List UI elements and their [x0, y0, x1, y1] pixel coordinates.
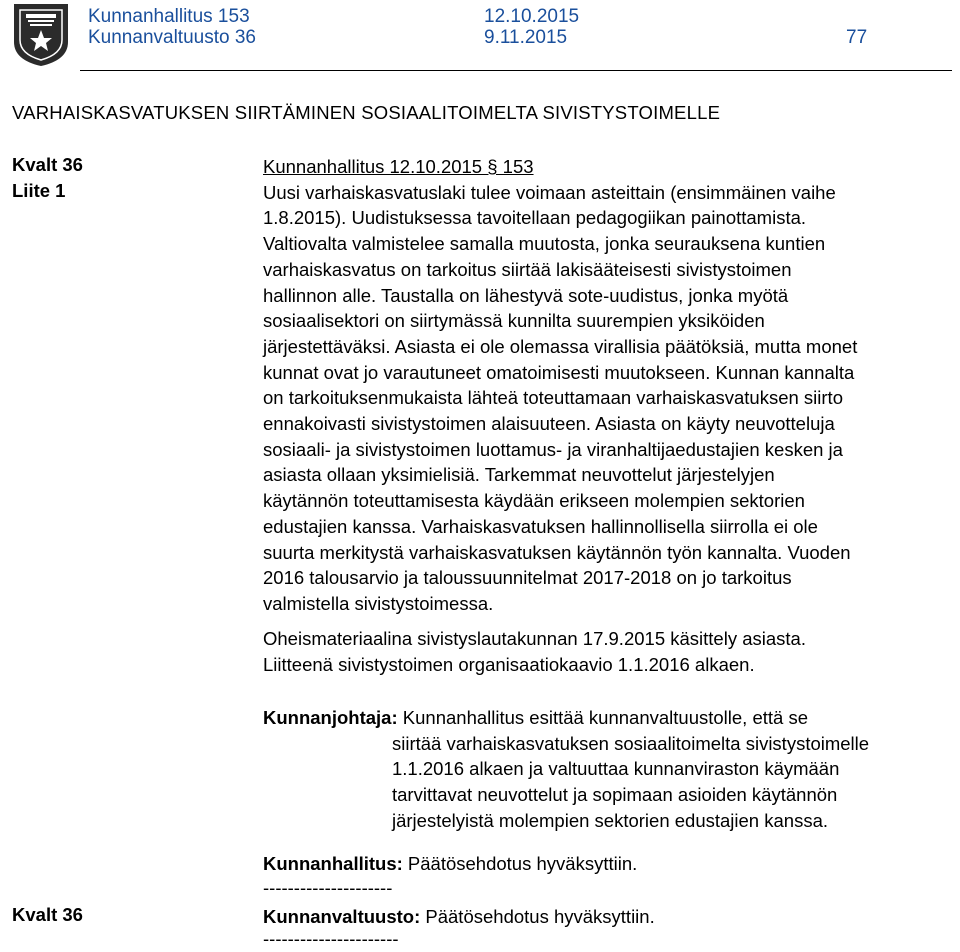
body-line: käytännön toteuttamisesta käydään erikseen molempien sektorien: [263, 490, 805, 512]
proposal-line: järjestelyistä molempien sektorien edustajien kanssa.: [392, 809, 828, 831]
decision-board: [263, 851, 637, 877]
document-title: VARHAISKASVATUKSEN SIIRTÄMINEN SOSIAALITOIMELTA SIVISTYSTOIMELLE: [12, 102, 721, 123]
decision-council-dashes: ----------------------: [263, 928, 399, 949]
body-line: varhaiskasvatus on tarkoitus siirtää lakisääteisesti sivistystoimen: [263, 258, 792, 280]
decision-board-text: Päätösehdotus hyväksyttiin.: [402, 853, 638, 874]
proposal-first-line: Kunnanhallitus esittää kunnanvaltuustolle, että se: [397, 707, 809, 728]
header-body-1: Kunnanhallitus 153: [88, 6, 250, 27]
body-section: [263, 154, 958, 617]
body-line: järjestettäväksi. Asiasta ei ole olemassa virallisia päätöksiä, mutta monet: [263, 335, 858, 357]
attachments-section: [263, 626, 806, 677]
header-divider: [80, 70, 952, 71]
proposal-line: tarvittavat neuvottelut ja sopimaan asioiden käytännön: [392, 784, 838, 806]
header-date-1: 12.10.2015: [484, 6, 580, 27]
decision-board-dashes: ---------------------: [263, 877, 393, 898]
body-line: kunnat ovat jo varautuneet omatoimisesti muutokseen. Kunnan kannalta: [263, 361, 855, 383]
footer-section-label: Kvalt 36: [12, 904, 83, 925]
attachment-line: Liitteenä sivistystoimen organisaatiokaavio 1.1.2016 alkaen.: [263, 653, 755, 675]
body-heading-ref: Kunnanhallitus 12.10.2015 § 153: [263, 156, 534, 177]
proposal-line: 1.1.2016 alkaen ja valtuuttaa kunnanviraston käymään: [392, 758, 840, 780]
body-line: Uusi varhaiskasvatuslaki tulee voimaan asteittain (ensimmäinen vaihe: [263, 181, 836, 203]
body-line: Valtiovalta valmistelee samalla muutosta, jonka seurauksena kuntien: [263, 233, 826, 255]
body-line: edustajien kanssa. Varhaiskasvatuksen hallinnollisella siirrolla ei ole: [263, 515, 818, 537]
municipal-crest-logo: [12, 2, 70, 68]
body-line: sosiaali- ja sivistystoimen luottamus- ja viranhaltijaedustajien kesken ja: [263, 438, 843, 460]
proposal-line: siirtää varhaiskasvatuksen sosiaalitoimelta sivistystoimelle: [392, 732, 870, 754]
body-line: 2016 talousarvio ja taloussuunnitelmat 2017-2018 on jo tarkoitus: [263, 567, 792, 589]
body-line: asiasta ollaan yksimielisiä. Tarkemmat neuvottelut järjestelyjen: [263, 464, 775, 486]
proposal-label: Kunnanjohtaja:: [263, 707, 398, 728]
body-line: ennakoivasti sivistystoimen alaisuuteen. Asiasta on käyty neuvotteluja: [263, 413, 835, 435]
header-body-2: Kunnanvaltuusto 36: [88, 27, 256, 48]
body-line: hallinnon alle. Taustalla on lähestyvä sote-uudistus, jonka myötä: [263, 284, 789, 306]
body-line: sosiaalisektori on siirtymässä kunnilta suurempien yksiköiden: [263, 310, 765, 332]
attachment-label: Liite 1: [12, 180, 66, 201]
attachment-line: Oheismateriaalina sivistyslautakunnan 17.9.2015 käsittely asiasta.: [263, 628, 806, 649]
body-line: 1.8.2015). Uudistuksessa tavoitellaan pedagogiikan painottamista.: [263, 207, 807, 229]
header-date-2: 9.11.2015: [484, 27, 568, 48]
decision-council-label: Kunnanvaltuusto:: [263, 906, 421, 927]
section-label: Kvalt 36: [12, 154, 83, 175]
proposal-section: [263, 705, 958, 834]
decision-board-label: Kunnanhallitus:: [263, 853, 403, 874]
body-line: on tarkoituksenmukaista lähteä toteuttamaan varhaiskasvatuksen siirto: [263, 387, 843, 409]
page-number: 77: [846, 27, 868, 48]
body-line: valmistella sivistystoimessa.: [263, 592, 494, 614]
body-line: suurta merkitystä varhaiskasvatuksen käytännön työn kannalta. Vuoden: [263, 541, 851, 563]
decision-council-text: Päätösehdotus hyväksyttiin.: [420, 906, 655, 927]
